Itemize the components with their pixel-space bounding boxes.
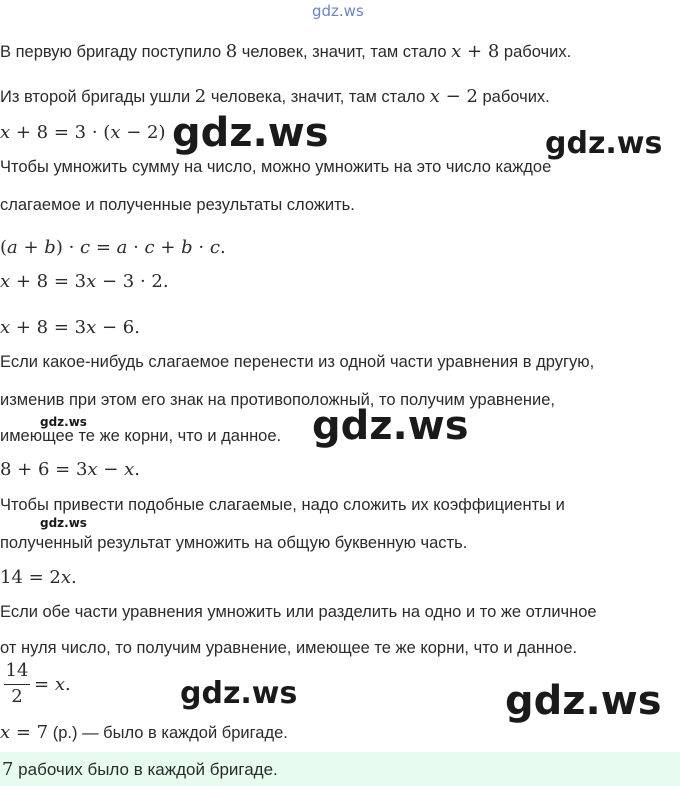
math-expression: − 2 bbox=[439, 86, 478, 107]
equation bbox=[0, 121, 165, 145]
math-variable: x bbox=[60, 567, 72, 588]
equation bbox=[0, 566, 77, 590]
text-line: Если обе части уравнения умножить или разделить на одно и то же отличное bbox=[0, 603, 597, 621]
fraction-numerator: 14 bbox=[5, 660, 29, 681]
math-symbol: + bbox=[154, 237, 182, 258]
text-line: полученный результат умножить на общую буквенную часть. bbox=[0, 534, 468, 552]
text-line: от нуля число, то получим уравнение, имеющее те же корни, что и данное. bbox=[0, 639, 578, 657]
text-line: Чтобы умножить сумму на число, можно умножить на это число каждое bbox=[0, 158, 552, 176]
text-fragment: Из второй бригады ушли bbox=[0, 88, 195, 106]
watermark: gdz.ws bbox=[40, 415, 87, 429]
math-variable: x bbox=[451, 41, 462, 62]
text-line: Чтобы привести подобные слагаемые, надо сложить их коэффициенты и bbox=[0, 496, 565, 514]
math-variable: c bbox=[144, 237, 155, 258]
equation bbox=[0, 458, 140, 482]
math-variable: x bbox=[0, 317, 11, 338]
math-symbol: · bbox=[127, 237, 145, 258]
watermark: gdz.ws bbox=[172, 110, 329, 156]
math-expression: = 7 bbox=[10, 722, 49, 743]
math-expression: + 8 bbox=[461, 41, 500, 62]
math-expression: . bbox=[134, 459, 140, 480]
math-variable: c bbox=[80, 237, 91, 258]
math-variable: x bbox=[429, 86, 440, 107]
text-line bbox=[0, 41, 571, 63]
math-variable: x bbox=[87, 459, 98, 480]
math-expression: + 8 = 3 bbox=[10, 317, 87, 338]
math-expression: 8 + 6 = 3 bbox=[0, 459, 88, 480]
text-line bbox=[0, 722, 288, 744]
watermark: gdz.ws bbox=[505, 678, 662, 724]
math-expression: 14 = 2 bbox=[0, 567, 61, 588]
text-fragment: рабочих было в каждой бригаде. bbox=[13, 760, 278, 779]
text-fragment: (р.) bbox=[48, 724, 78, 742]
math-symbol: ) · bbox=[55, 237, 81, 258]
equation bbox=[0, 316, 140, 340]
watermark: gdz.ws bbox=[312, 403, 469, 449]
text-fragment: — было в каждой бригаде. bbox=[77, 724, 288, 742]
fraction-bar bbox=[4, 684, 30, 685]
math-variable: x bbox=[0, 271, 11, 292]
watermark: gdz.ws bbox=[40, 516, 87, 530]
math-symbol: = bbox=[90, 237, 117, 258]
math-number: 7 bbox=[2, 759, 14, 780]
math-variable: x bbox=[110, 122, 121, 143]
equation bbox=[0, 270, 169, 294]
math-number: 2 bbox=[194, 86, 207, 107]
math-variable: a bbox=[7, 237, 18, 258]
math-symbol: = bbox=[34, 674, 55, 695]
math-variable: x bbox=[124, 459, 135, 480]
math-variable: x bbox=[86, 317, 97, 338]
text-line: слагаемое и полученные результаты сложить. bbox=[0, 196, 355, 214]
text-line: изменив при этом его знак на противоположный, то получим уравнение, bbox=[0, 391, 556, 409]
text-line: Если какое-нибудь слагаемое перенести из одной части уравнения в другую, bbox=[0, 353, 595, 371]
math-variable: x bbox=[86, 271, 97, 292]
math-variable: x bbox=[54, 674, 65, 695]
math-variable: a bbox=[116, 237, 128, 258]
math-expression: − bbox=[97, 459, 125, 480]
math-variable: x bbox=[0, 122, 11, 143]
fraction-denominator: 2 bbox=[11, 686, 23, 707]
math-symbol: + bbox=[17, 237, 45, 258]
answer-text bbox=[2, 759, 278, 781]
math-expression: . bbox=[71, 567, 77, 588]
text-line: имеющее те же корни, что и данное. bbox=[0, 427, 282, 445]
math-expression bbox=[34, 674, 71, 695]
math-variable: x bbox=[0, 722, 11, 743]
math-symbol: . bbox=[64, 674, 71, 695]
math-symbol: · bbox=[192, 237, 210, 258]
equation bbox=[0, 236, 226, 260]
math-expression: + 8 = 3 · ( bbox=[10, 122, 111, 143]
text-fragment: В первую бригаду поступило bbox=[0, 43, 226, 61]
math-number: 8 bbox=[225, 41, 238, 62]
math-expression: − 2) bbox=[120, 122, 166, 143]
math-expression: − 3 · 2. bbox=[96, 271, 169, 292]
text-line bbox=[0, 86, 550, 108]
text-fragment: рабочих. bbox=[499, 43, 572, 61]
math-variable: c bbox=[209, 237, 220, 258]
math-expression: − 6. bbox=[96, 317, 140, 338]
text-fragment: рабочих. bbox=[477, 88, 550, 106]
math-symbol: ( bbox=[0, 237, 8, 258]
watermark: gdz.ws bbox=[545, 126, 663, 161]
math-variable: b bbox=[44, 237, 56, 258]
math-symbol: . bbox=[219, 237, 226, 258]
math-variable: b bbox=[181, 237, 193, 258]
text-fragment: человек, значит, там стало bbox=[237, 43, 452, 61]
watermark: gdz.ws bbox=[312, 2, 364, 20]
text-fragment: человека, значит, там стало bbox=[206, 88, 430, 106]
answer-box bbox=[0, 752, 680, 786]
math-expression: + 8 = 3 bbox=[10, 271, 87, 292]
watermark: gdz.ws bbox=[180, 676, 298, 711]
